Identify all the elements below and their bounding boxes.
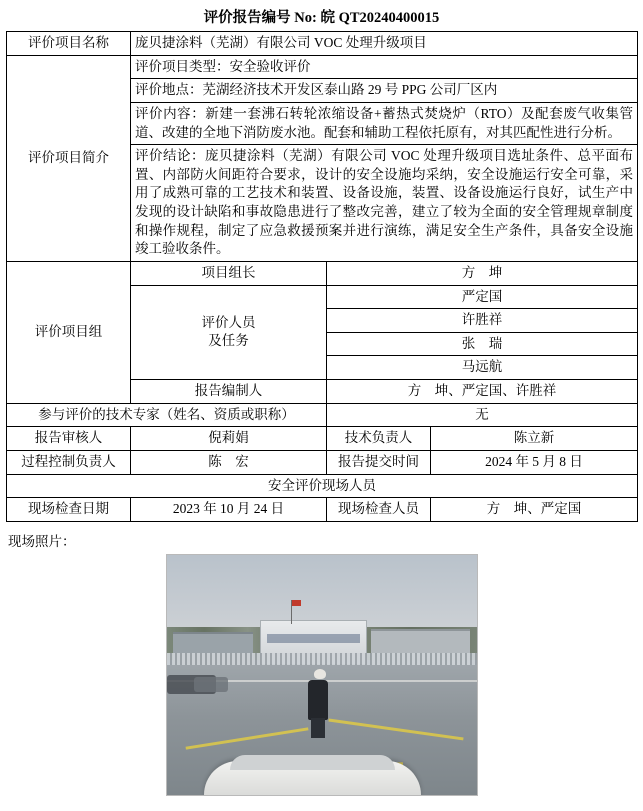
summary-conclusion: 评价结论：庞贝捷涂料（芜湖）有限公司 VOC 处理升级项目选址条件、总平面布置、内部防火间距符合要求，设计的安全设施均采纳，安全设施运行安全可靠，采用了成熟可靠的工艺技术和装置、设备设施，装置、设备设施运行良好，试生产中发现的设计缺陷和事故隐患进行了整改完善，建立了较为全面的安全管理规章制度和操作规程，制定了应急救援预案并进行演练，满足安全生产条件，具备安全设施竣工验收条件。 [131, 145, 638, 262]
photo-area [6, 554, 637, 801]
table-row-reviewer [7, 427, 638, 451]
onsite-section-label: 安全评价现场人员 [7, 474, 638, 498]
inspect-people-label: 现场检查人员 [327, 498, 431, 522]
site-photo [166, 554, 478, 796]
submit-time-label: 报告提交时间 [327, 450, 431, 474]
project-name-value: 庞贝捷涂料（芜湖）有限公司 VOC 处理升级项目 [131, 32, 638, 56]
project-name-label: 评价项目名称 [7, 32, 131, 56]
summary-type: 评价项目类型：安全验收评价 [131, 55, 638, 79]
summary-place: 评价地点：芜湖经济技术开发区泰山路 29 号 PPG 公司厂区内 [131, 79, 638, 103]
tech-lead-value: 陈立新 [431, 427, 638, 451]
table-row-project-name [7, 32, 638, 56]
report-writer-value: 方 坤、严定国、许胜祥 [327, 380, 638, 404]
experts-label: 参与评价的技术专家（姓名、资质或职称） [7, 403, 327, 427]
report-title-prefix: 评价报告编号 No: [203, 10, 317, 26]
experts-value: 无 [327, 403, 638, 427]
inspect-date-label: 现场检查日期 [7, 498, 131, 522]
table-row-process-control [7, 450, 638, 474]
photo-foreground-car [204, 761, 421, 796]
reviewer-value: 倪莉娟 [131, 427, 327, 451]
team-leader-value: 方 坤 [327, 261, 638, 285]
team-member-value: 马远航 [327, 356, 638, 380]
table-row-inspection [7, 498, 638, 522]
submit-time-value: 2024 年 5 月 8 日 [431, 450, 638, 474]
table-row-team-leader [7, 261, 638, 285]
table-row-experts [7, 403, 638, 427]
tech-lead-label: 技术负责人 [327, 427, 431, 451]
team-members-label-line1: 评价人员 [201, 314, 256, 330]
photo-person-body [308, 680, 328, 720]
photo-person-head [314, 669, 326, 679]
photo-parked-vehicle-2 [194, 677, 228, 691]
process-control-value: 陈 宏 [131, 450, 327, 474]
reviewer-label: 报告审核人 [7, 427, 131, 451]
photo-flag [291, 600, 292, 624]
inspect-people-value: 方 坤、严定国 [431, 498, 638, 522]
photo-label: 现场照片： [8, 533, 76, 549]
inspect-date-value: 2023 年 10 月 24 日 [131, 498, 327, 522]
team-member-value: 严定国 [327, 285, 638, 309]
report-title-number: 皖 QT20240400015 [320, 10, 440, 26]
team-member-value: 张 瑞 [327, 332, 638, 356]
team-members-label-line2: 及任务 [208, 333, 249, 349]
summary-label: 评价项目简介 [7, 55, 131, 261]
report-table [6, 31, 638, 522]
team-member-value: 许胜祥 [327, 309, 638, 333]
team-label: 评价项目组 [7, 261, 131, 403]
table-row-summary-type [7, 55, 638, 79]
report-writer-label: 报告编制人 [131, 380, 327, 404]
photo-person-legs [311, 718, 325, 738]
table-row-onsite-section [7, 474, 638, 498]
process-control-label: 过程控制负责人 [7, 450, 131, 474]
report-title [6, 4, 637, 31]
team-members-label [131, 285, 327, 380]
summary-content: 评价内容：新建一套沸石转轮浓缩设备+蓄热式焚烧炉（RTO）及配套废气收集管道、改建的全地下消防废水池。配套和辅助工程依托原有，对其匹配性进行分析。 [131, 102, 638, 144]
team-leader-label: 项目组长 [131, 261, 327, 285]
